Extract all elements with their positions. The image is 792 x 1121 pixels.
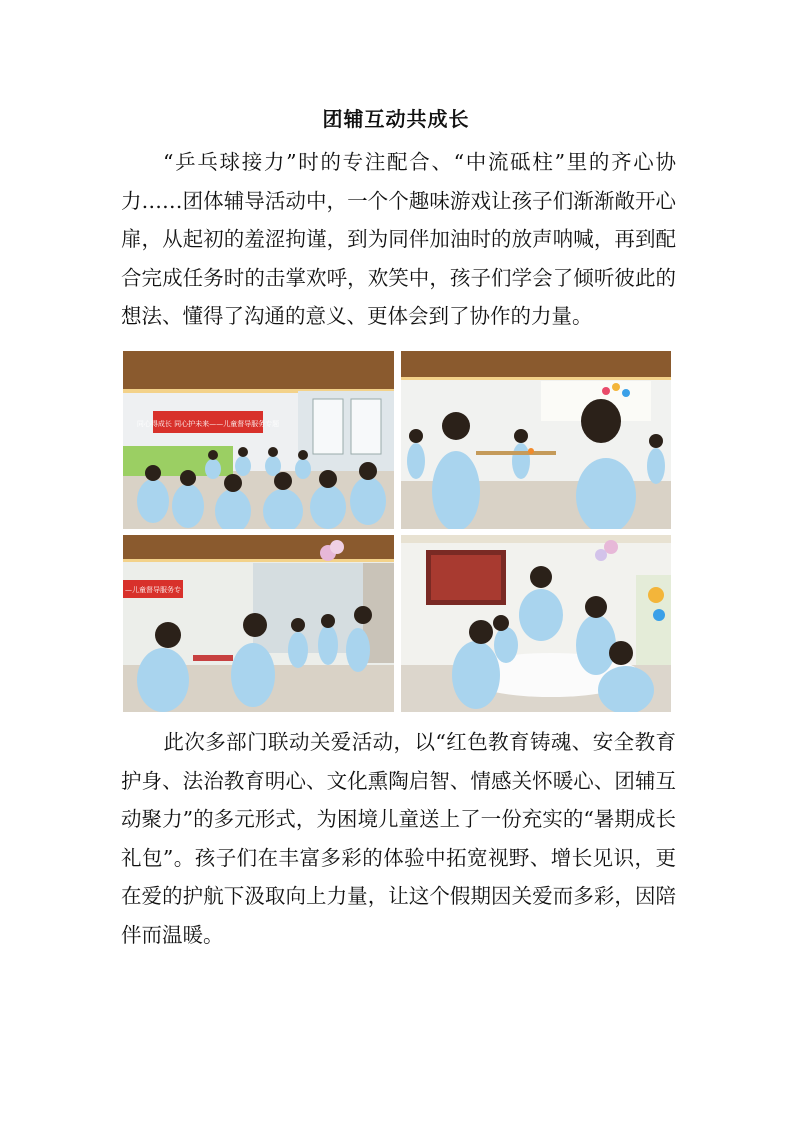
- paragraph-1: [121, 143, 676, 336]
- photo-ping-pong-relay: [401, 351, 671, 529]
- photo-pair-game: [123, 535, 394, 712]
- photo-grid: [122, 348, 674, 714]
- photo-banner-1: 同心得成长 同心护未来——儿童督导服务专题: [136, 420, 280, 428]
- paragraph-2: [121, 723, 676, 954]
- paragraph-1-text: “乒乓球接力”时的专注配合、“中流砥柱”里的齐心协力……团体辅导活动中，一个个趣味游戏让孩子们渐渐敞开心扉，从起初的羞涩拘谨，到为同伴加油时的放声呐喊，再到配合完成任务时的击掌欢呼，欢笑中，孩子们学会了倾听彼此的想法、懂得了沟通的意义、更体会到了协作的力量。: [121, 150, 676, 328]
- paragraph-2-text: 此次多部门联动关爱活动，以“红色教育铸魂、安全教育护身、法治教育明心、文化熏陶启智、情感关怀暖心、团辅互动聚力”的多元形式，为困境儿童送上了一份充实的“暑期成长礼包”。孩子们在丰富多彩的体验中拓宽视野、增长见识，更在爱的护航下汲取向上力量，让这个假期因关爱而多彩，因陪伴而温暖。: [121, 730, 676, 947]
- photo-banner-3: —儿童督导服务专: [125, 586, 181, 594]
- photo-group-circle: [123, 351, 394, 529]
- photo-table-game: [401, 535, 671, 712]
- page-title: 团辅互动共成长: [322, 107, 470, 131]
